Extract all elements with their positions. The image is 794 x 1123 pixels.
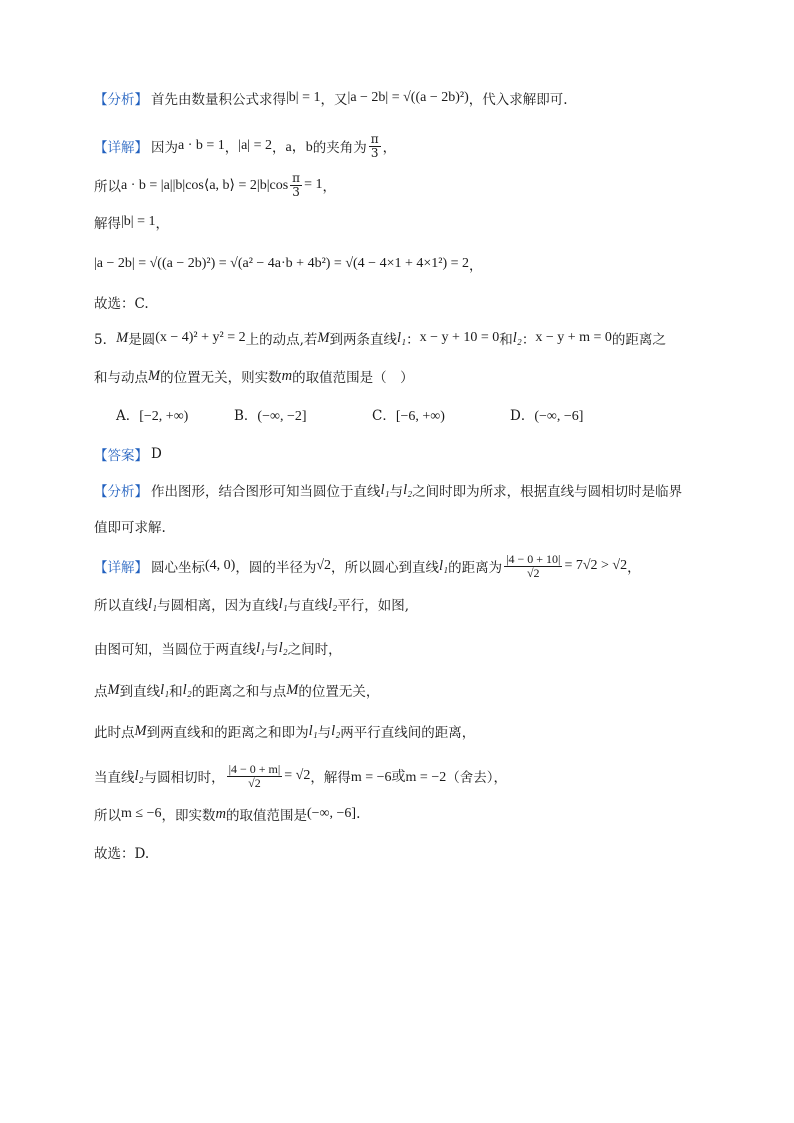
- denominator: 3: [370, 145, 379, 160]
- line-name: l₁: [380, 481, 390, 498]
- line-name: l₂: [512, 329, 522, 346]
- text: ，: [224, 140, 239, 157]
- text: ，: [272, 140, 286, 157]
- denominator: 3: [292, 184, 300, 199]
- text: 与: [389, 484, 404, 500]
- text: 之间时即为所求，根据直线与圆相切时是临界: [412, 484, 683, 500]
- tangent-fraction: [227, 763, 283, 789]
- line-name: l₁: [439, 557, 449, 574]
- answer-value: D: [151, 446, 162, 462]
- option-a[interactable]: [116, 404, 234, 425]
- text: ，: [155, 216, 170, 232]
- text: ，解得: [310, 770, 351, 787]
- equation: a · b = |a||b|cos⟨a, b⟩ = 2|b|cos: [121, 177, 289, 193]
- text: 和: [169, 684, 183, 700]
- circle-equation: (x − 4)² + y² = 2: [155, 330, 246, 345]
- var: M: [107, 681, 120, 698]
- text: 和: [499, 332, 513, 348]
- text: ，圆的半径为: [235, 560, 317, 577]
- text: 的位置无关，: [298, 684, 380, 700]
- choose-text: 故选：D.: [94, 846, 150, 862]
- radius: √2: [316, 558, 332, 574]
- text: 的位置无关，则实数: [160, 370, 282, 386]
- question-number: 5．: [94, 332, 117, 348]
- option-label: D．: [510, 408, 535, 424]
- option-label: C．: [372, 408, 396, 424]
- text: ，代入求解即可.: [468, 92, 568, 108]
- equation: = 7√2 > √2: [564, 558, 628, 574]
- q5-stem-line-1: [94, 328, 714, 348]
- equation: |a| = 2: [238, 138, 272, 154]
- text: .: [356, 806, 361, 822]
- text: ，: [469, 258, 483, 274]
- text: 当直线: [94, 770, 135, 787]
- equation: = 1: [304, 177, 323, 193]
- equation: |a − 2b| = √((a − 2b)²) = √(a² − 4a·b + 4b²) = √(4 − 4×1 + 4×1²) = 2: [94, 256, 470, 271]
- detail-tag: 【详解】: [94, 140, 148, 157]
- text: 到两条直线: [329, 332, 397, 348]
- option-b[interactable]: [234, 404, 372, 425]
- equation: |b| = 1: [286, 90, 321, 105]
- text: 点: [94, 684, 108, 700]
- vectors: a，b: [285, 140, 313, 156]
- q5-choose-line: [94, 842, 714, 862]
- numerator: |4 − 0 + 10|: [506, 552, 561, 566]
- text: 首先由数量积公式求得: [151, 92, 286, 108]
- line-equation: x − y + 10 = 0: [419, 330, 500, 345]
- q5-detail-line-4: [94, 680, 714, 700]
- p4-choose-line: [94, 292, 714, 312]
- line-name: l₂: [278, 639, 288, 656]
- text: 与: [317, 725, 332, 741]
- var: M: [317, 329, 330, 346]
- line-name: l₁: [148, 595, 158, 612]
- text: 与圆相离，因为直线: [157, 598, 279, 614]
- text: 平行，如图,: [337, 598, 410, 614]
- line-name: l₂: [134, 767, 144, 784]
- text: ，: [627, 560, 641, 577]
- text: ，: [322, 179, 336, 196]
- text: 和与动点: [94, 370, 148, 386]
- line-name: l₂: [328, 595, 338, 612]
- denominator: √2: [248, 775, 261, 790]
- p4-solve-line: [94, 212, 714, 232]
- p4-so-line: [94, 172, 714, 198]
- line-name: l₂: [182, 681, 192, 698]
- line-name: l₁: [160, 681, 170, 698]
- text: 所以: [94, 808, 121, 824]
- equation: a · b = 1: [178, 138, 225, 154]
- text: 因为: [151, 140, 178, 157]
- p4-detail-line: [94, 133, 714, 159]
- text: （舍去），: [446, 770, 507, 787]
- q5-detail-line-7: [94, 804, 714, 824]
- q5-stem-line-2: [94, 366, 714, 386]
- q5-detail-line-3: [94, 638, 714, 658]
- text: 的距离之: [611, 332, 666, 348]
- text: 是圆: [128, 332, 156, 348]
- text: 的取值范围是: [225, 808, 307, 824]
- text: 与直线: [287, 598, 329, 614]
- option-value: (−∞, −6]: [534, 409, 584, 424]
- text: 到两直线和的距离之和即为: [146, 725, 309, 741]
- text: 作出图形，结合图形可知当圆位于直线: [151, 484, 381, 500]
- text: 与: [265, 642, 279, 658]
- numerator: π: [370, 132, 379, 146]
- fraction: [290, 172, 302, 198]
- equation: |b| = 1: [121, 214, 156, 229]
- range: (−∞, −6]: [306, 806, 357, 821]
- option-label: B．: [234, 408, 258, 424]
- option-value: [−6, +∞): [395, 409, 445, 424]
- text: ，所以圆心到直线: [331, 560, 440, 577]
- text: 的夹角为: [312, 140, 367, 157]
- text: 此时点: [94, 725, 135, 741]
- text: ，: [382, 140, 397, 157]
- text: 之间时，: [287, 642, 342, 658]
- line-name: l₁: [256, 639, 266, 656]
- distance-fraction: [504, 553, 562, 579]
- text: ，又: [320, 92, 348, 108]
- equation: |a − 2b| = √((a − 2b)²): [347, 90, 469, 105]
- option-d[interactable]: [510, 404, 583, 425]
- text: 值即可求解.: [94, 520, 166, 536]
- line-name: l₁: [278, 595, 288, 612]
- text: 解得: [94, 216, 121, 232]
- text: 由图可知，当圆位于两直线: [94, 642, 256, 658]
- p4-analysis-line: [94, 88, 714, 108]
- option-value: [−2, +∞): [139, 409, 189, 424]
- text: 的距离为: [448, 560, 503, 577]
- inequality: m ≤ −6: [121, 806, 162, 821]
- q5-analysis-line-1: [94, 480, 714, 500]
- choose-text: 故选：C.: [94, 296, 149, 312]
- answer-tag: 【答案】: [94, 448, 148, 464]
- q5-options-line: [116, 404, 714, 425]
- var: M: [148, 367, 161, 384]
- option-c[interactable]: [372, 404, 510, 425]
- analysis-tag: 【分析】: [94, 484, 148, 500]
- line-name: l₂: [403, 481, 413, 498]
- numerator: π: [292, 171, 301, 185]
- text: 圆心坐标: [151, 560, 205, 577]
- text: ：: [521, 332, 536, 348]
- text: 所以: [94, 179, 121, 196]
- option-value: (−∞, −2]: [257, 409, 307, 424]
- text: 的取值范围是（ ）: [292, 370, 414, 386]
- text: 到直线: [119, 684, 161, 700]
- text: 所以直线: [94, 598, 148, 614]
- q5-detail-line-2: [94, 594, 714, 614]
- text: 与圆相切时，: [143, 770, 225, 787]
- text: 两平行直线间的距离，: [340, 725, 476, 741]
- line-name: l₁: [308, 722, 318, 739]
- var: m: [281, 367, 293, 384]
- q5-detail-line-6: [94, 763, 714, 789]
- q5-answer-line: [94, 444, 714, 464]
- text: 上的动点,若: [245, 332, 318, 348]
- equation: = √2: [284, 768, 311, 784]
- text: ，即实数: [161, 808, 216, 824]
- text: ：: [406, 332, 420, 348]
- text: 的距离之和与点: [191, 684, 287, 700]
- center-coord: (4, 0): [205, 558, 236, 574]
- q5-analysis-line-2: [94, 516, 714, 536]
- p4-big-equation-line: [94, 254, 714, 274]
- numerator: |4 − 0 + m|: [228, 762, 281, 776]
- var: m: [215, 805, 226, 822]
- q5-detail-line-1: [94, 553, 714, 579]
- option-label: A．: [116, 408, 140, 424]
- denominator: √2: [526, 565, 540, 580]
- var: M: [134, 722, 147, 739]
- solution: m = −6或m = −2: [350, 770, 447, 786]
- line-name: l₁: [396, 329, 407, 346]
- detail-tag: 【详解】: [94, 560, 148, 577]
- var: M: [116, 329, 129, 346]
- analysis-tag: 【分析】: [94, 92, 148, 108]
- line-equation: x − y + m = 0: [535, 330, 612, 345]
- line-name: l₂: [331, 722, 341, 739]
- var: M: [286, 681, 299, 698]
- q5-detail-line-5: [94, 721, 714, 741]
- fraction: [369, 133, 381, 159]
